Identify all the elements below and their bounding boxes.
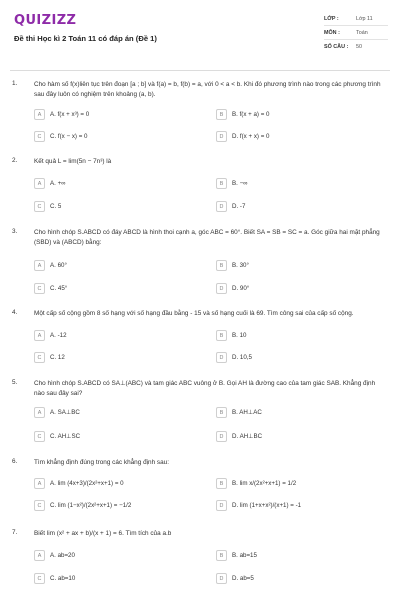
option-text: B. AH⊥AC: [232, 409, 262, 416]
option-text: D. ab=5: [232, 575, 254, 582]
option-b[interactable]: [216, 177, 248, 190]
question-text: Cho hình chóp S.ABCD có SA⊥(ABC) và tam giác ABC vuông ở B. Gọi AH là đường cao của tam giác SAB. Khẳng định nào sau đây sai?: [34, 380, 376, 397]
meta-table: [324, 12, 388, 54]
meta-row-count: [324, 40, 388, 54]
option-letter-box: D: [216, 131, 227, 142]
page-header: [0, 0, 400, 72]
question-number: 5.: [12, 379, 18, 386]
option-text: C. 12: [50, 354, 65, 361]
option-text: D. lim (1+x+x²)/(x+1) = -1: [232, 502, 302, 509]
option-text: C. f(x − x) = 0: [50, 133, 88, 140]
option-text: A. ab=20: [50, 552, 75, 559]
meta-key: LỚP :: [324, 15, 339, 22]
option-letter-box: C: [34, 573, 45, 584]
option-text: D. f(x + x) = 0: [232, 133, 270, 140]
option-letter-box: A: [34, 178, 45, 189]
option-letter-box: C: [34, 131, 45, 142]
option-letter-box: D: [216, 573, 227, 584]
option-letter-box: A: [34, 407, 45, 418]
option-a[interactable]: [34, 177, 66, 190]
option-c[interactable]: [34, 200, 61, 213]
option-letter-box: B: [216, 330, 227, 341]
question-text: Kết quả L = lim(5n − 7n³) là: [34, 158, 112, 165]
option-text: C. AH⊥SC: [50, 433, 81, 440]
question-number: 2.: [12, 157, 18, 164]
option-letter-box: C: [34, 500, 45, 511]
meta-row-subject: [324, 26, 388, 40]
option-letter-box: D: [216, 352, 227, 363]
option-d[interactable]: [216, 282, 249, 295]
option-letter-box: C: [34, 283, 45, 294]
option-letter-box: A: [34, 260, 45, 271]
option-c[interactable]: [34, 572, 75, 585]
option-text: C. 5: [50, 203, 62, 210]
option-c[interactable]: [34, 130, 87, 143]
option-b[interactable]: [216, 477, 296, 490]
option-text: B. 30°: [232, 262, 249, 269]
meta-value: Toán: [356, 29, 368, 36]
option-b[interactable]: [216, 549, 257, 562]
option-a[interactable]: [34, 259, 67, 272]
option-d[interactable]: [216, 499, 301, 512]
option-text: A. +∞: [50, 180, 66, 187]
option-text: A. f(x + x³) = 0: [50, 111, 90, 118]
option-d[interactable]: [216, 351, 252, 364]
option-letter-box: A: [34, 330, 45, 341]
option-text: C. ab=10: [50, 575, 76, 582]
option-a[interactable]: [34, 406, 80, 419]
option-b[interactable]: [216, 108, 270, 121]
question-number: 1.: [12, 80, 18, 87]
option-text: B. ab=15: [232, 552, 257, 559]
option-letter-box: C: [34, 201, 45, 212]
header-divider: [10, 70, 390, 71]
option-d[interactable]: [216, 130, 269, 143]
option-text: B. 10: [232, 332, 247, 339]
option-text: D. -7: [232, 203, 246, 210]
option-a[interactable]: [34, 477, 124, 490]
option-b[interactable]: [216, 406, 262, 419]
option-letter-box: B: [216, 550, 227, 561]
meta-key: MÔN :: [324, 29, 340, 36]
question-text: Tìm khẳng định đúng trong các khẳng định sau:: [34, 459, 170, 466]
meta-row-class: [324, 12, 388, 26]
option-d[interactable]: [216, 200, 245, 213]
option-text: A. SA⊥BC: [50, 409, 80, 416]
option-c[interactable]: [34, 430, 80, 443]
question-number: 3.: [12, 228, 18, 235]
option-text: B. −∞: [232, 180, 248, 187]
option-a[interactable]: [34, 329, 67, 342]
option-text: C. 45°: [50, 285, 68, 292]
option-a[interactable]: [34, 549, 75, 562]
question-text: Một cấp số cộng gồm 8 số hạng với số hạng đầu bằng - 15 và số hạng cuối là 69. Tìm công sai của cấp số cộng.: [34, 310, 354, 317]
option-letter-box: A: [34, 109, 45, 120]
question-number: 7.: [12, 529, 18, 536]
meta-value: 50: [356, 44, 362, 50]
option-c[interactable]: [34, 499, 131, 512]
option-text: A. lim (4x+3)/(2x²+x+1) = 0: [50, 480, 124, 487]
option-letter-box: C: [34, 431, 45, 442]
meta-value: Lớp 11: [356, 15, 373, 22]
option-b[interactable]: [216, 259, 249, 272]
option-letter-box: D: [216, 201, 227, 212]
option-letter-box: A: [34, 478, 45, 489]
option-d[interactable]: [216, 430, 262, 443]
meta-key: SỐ CÂU :: [324, 44, 349, 50]
option-text: D. 90°: [232, 285, 250, 292]
option-letter-box: B: [216, 260, 227, 271]
option-text: C. lim (1−x²)/(2x²+x+1) = −1/2: [50, 502, 132, 509]
quizizz-logo: QUIZIZZ: [14, 13, 77, 28]
document-title: Đề thi Học kì 2 Toán 11 có đáp án (Đề 1): [14, 34, 157, 43]
option-text: A. 60°: [50, 262, 67, 269]
option-letter-box: C: [34, 352, 45, 363]
option-text: D. AH⊥BC: [232, 433, 263, 440]
option-letter-box: A: [34, 550, 45, 561]
question-text: Cho hàm số f(x)liên tục trên đoạn [a ; b] và f(a) = b, f(b) = a, với 0 < a < b. Khi đó phương trình nào trong các phương trình sau đây luôn có nghiệm trên khoảng (a, b).: [34, 81, 381, 98]
option-letter-box: D: [216, 500, 227, 511]
option-a[interactable]: [34, 108, 89, 121]
option-letter-box: B: [216, 478, 227, 489]
option-letter-box: D: [216, 283, 227, 294]
option-text: D. 10,5: [232, 354, 252, 361]
question-text: Cho hình chóp S.ABCD có đáy ABCD là hình thoi cạnh a, góc ABC = 60°. Biết SA = SB = SC = a. Góc giữa hai mặt phẳng (SBD) và (ABCD) bằng:: [34, 229, 380, 246]
option-c[interactable]: [34, 351, 65, 364]
option-c[interactable]: [34, 282, 67, 295]
option-letter-box: D: [216, 431, 227, 442]
option-letter-box: B: [216, 178, 227, 189]
option-d[interactable]: [216, 572, 254, 585]
option-b[interactable]: [216, 329, 246, 342]
option-letter-box: B: [216, 407, 227, 418]
question-number: 4.: [12, 309, 18, 316]
option-text: B. f(x + a) = 0: [232, 111, 270, 118]
option-letter-box: B: [216, 109, 227, 120]
option-text: A. -12: [50, 332, 67, 339]
question-text: Biết lim (x² + ax + b)/(x + 1) = 6. Tìm tích của a.b: [34, 530, 172, 537]
option-text: B. lim x/(2x²+x+1) = 1/2: [232, 480, 297, 487]
question-number: 6.: [12, 458, 18, 465]
